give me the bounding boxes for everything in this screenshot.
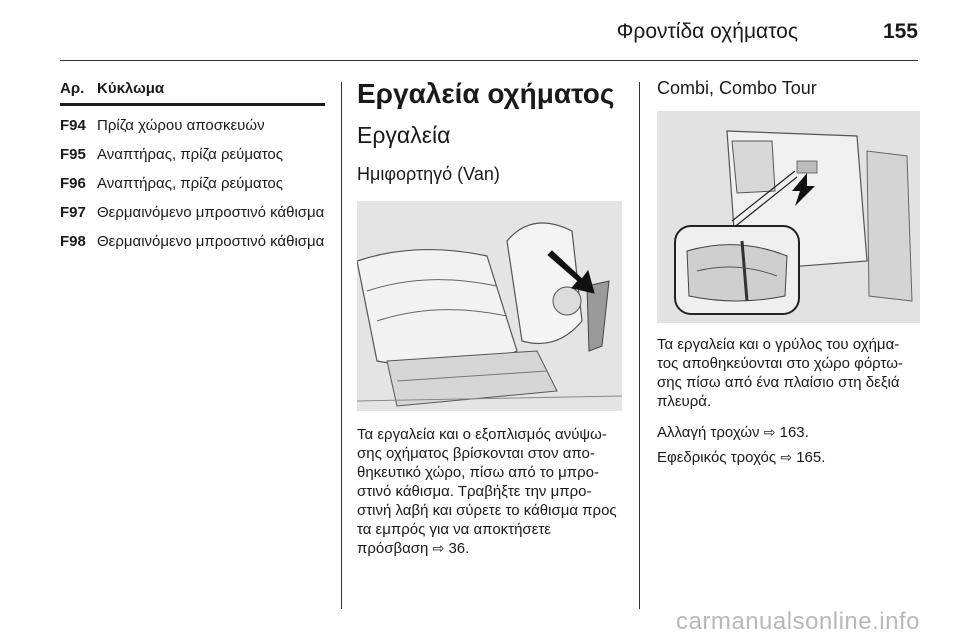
fuse-description: Αναπτήρας, πρίζα ρεύματος: [97, 146, 283, 163]
column-header-circuit: Κύκλωμα: [97, 80, 165, 97]
fuse-code: F98: [60, 233, 86, 250]
spare-wheel-page-ref[interactable]: 165.: [796, 449, 826, 466]
reference-arrow-icon: ⇨: [780, 449, 793, 465]
spare-wheel-label: Εφεδρικός τροχός: [657, 449, 777, 466]
van-seat-illustration: [357, 201, 622, 411]
van-instructions: [357, 425, 622, 558]
header-title: Φροντίδα οχήματος: [616, 20, 798, 43]
combi-storage-illustration: [657, 111, 920, 323]
combi-section: [657, 78, 920, 467]
van-page-ref[interactable]: 36.: [448, 540, 470, 557]
header-rule: [60, 60, 918, 61]
fuse-code: F97: [60, 204, 86, 221]
seat-drawing: [357, 201, 622, 411]
wheel-change-label: Αλλαγή τροχών: [657, 424, 760, 441]
table-row: [60, 204, 325, 222]
fuse-description: Αναπτήρας, πρίζα ρεύματος: [97, 175, 283, 192]
van-instructions-text: Τα εργαλεία και ο εξοπλισμός ανύψω-σης οχήματος βρίσκονται στον απο-θηκευτικό χώρο, πίσω από το μπρο-στινό κάθισμα. Τραβήξτε την μπρο-στινή λαβή και σύρετε το κάθισμα προς τα εμπρός για να αποκτήσετε πρόσβαση: [357, 426, 617, 557]
table-row: [60, 233, 325, 251]
column-header-number: Αρ.: [60, 80, 85, 97]
fuse-code: F94: [60, 117, 86, 134]
fuse-description: Θερμαινόμενο μπροστινό κάθισμα: [97, 233, 325, 250]
vehicle-tools-section: [357, 78, 622, 558]
page-number: 155: [882, 20, 918, 43]
table-row: [60, 175, 325, 193]
van-heading: Ημιφορτηγό (Van): [357, 164, 500, 184]
column-divider: [639, 82, 640, 609]
combi-instructions: Τα εργαλεία και ο γρύλος του οχήμα-τος αποθηκεύονται στο χώρο φόρτω-σης πίσω από ένα πλαίσιο στη δεξιά πλευρά.: [657, 336, 903, 410]
combi-heading: Combi, Combo Tour: [657, 78, 817, 98]
fuse-table-header: [60, 80, 325, 106]
fuse-description: Θερμαινόμενο μπροστινό κάθισμα: [97, 204, 325, 221]
section-title: Εργαλεία οχήματος: [357, 78, 615, 109]
wheel-change-page-ref[interactable]: 163.: [779, 424, 809, 441]
section-subtitle: Εργαλεία: [357, 122, 451, 148]
column-divider: [341, 82, 342, 609]
reference-arrow-icon: ⇨: [432, 540, 445, 556]
watermark: carmanualsonline.info: [676, 608, 920, 635]
wheel-change-ref-line: [657, 423, 920, 442]
fuse-code: F96: [60, 175, 86, 192]
storage-drawing: [657, 111, 920, 323]
table-row: [60, 146, 325, 164]
fuse-table: [60, 80, 325, 251]
reference-arrow-icon: ⇨: [763, 424, 776, 440]
fuse-code: F95: [60, 146, 86, 163]
fuse-description: Πρίζα χώρου αποσκευών: [97, 117, 265, 134]
table-row: [60, 117, 325, 135]
spare-wheel-ref-line: [657, 448, 920, 467]
